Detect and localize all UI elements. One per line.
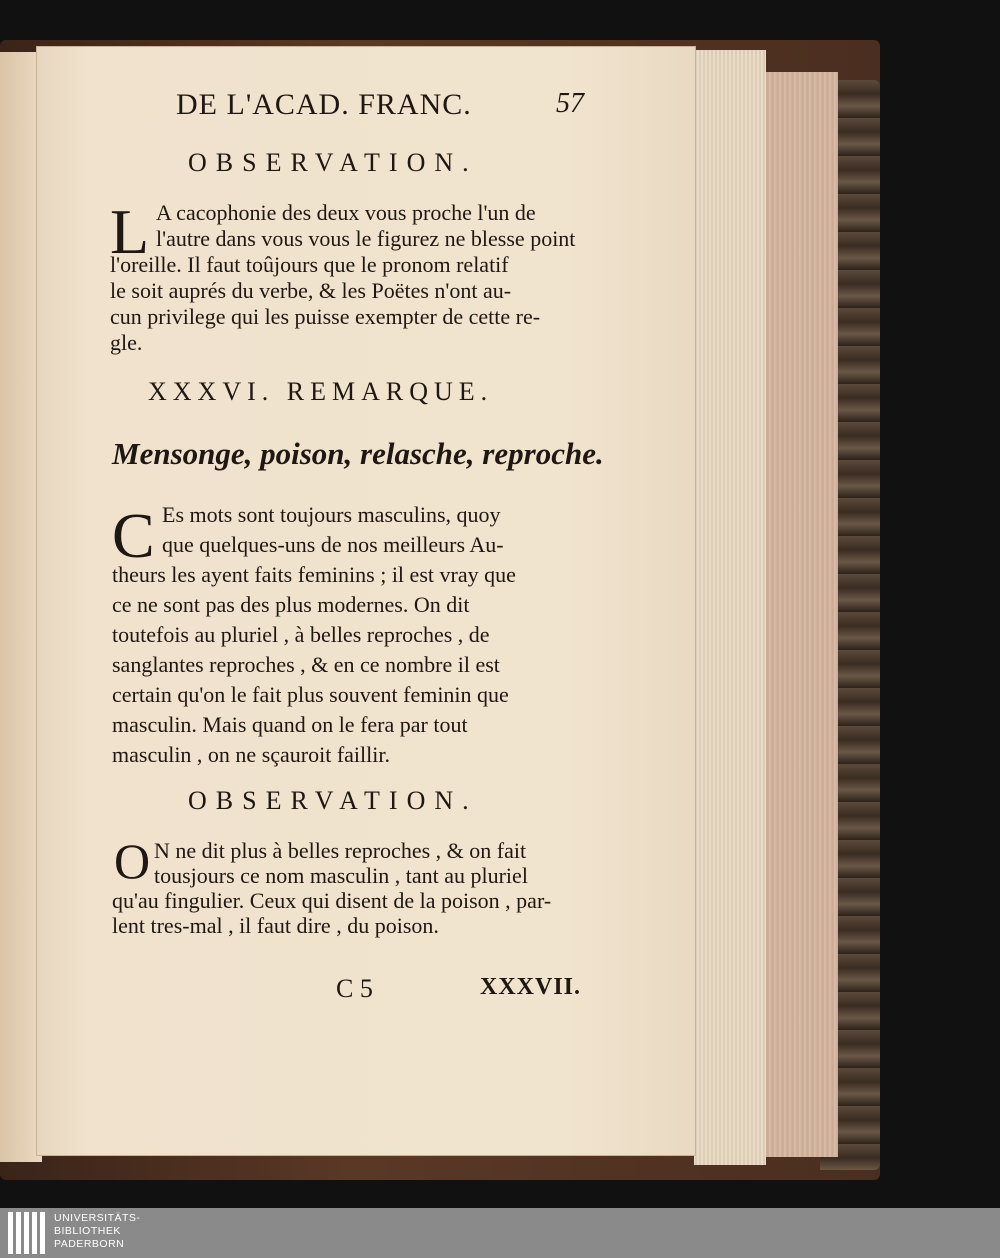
library-logo-text <box>54 1212 140 1251</box>
signature-mark: C 5 <box>336 974 373 1003</box>
remark-italic-heading: Mensonge, poison, relasche, reproche. <box>112 436 604 471</box>
observation-title-1: OBSERVATION. <box>188 148 478 177</box>
obs1-line: cun privilege qui les puisse exempter de cette re- <box>110 304 541 329</box>
obs2-line: qu'au fingulier. Ceux qui disent de la poison , par- <box>112 888 552 913</box>
logo-line-3: PADERBORN <box>54 1238 125 1250</box>
obs1-line: l'autre dans vous vous le figurez ne blesse point <box>156 226 576 251</box>
obs1-line: gle. <box>110 330 143 355</box>
page-number: 57 <box>556 88 584 119</box>
logo-line-1: UNIVERSITÄTS- <box>54 1212 141 1224</box>
remark-line: masculin. Mais quand on le fera par tout <box>112 712 468 737</box>
running-head: DE L'ACAD. FRANC. <box>176 88 472 121</box>
obs1-line: l'oreille. Il faut toûjours que le pronom relatif <box>110 252 509 277</box>
obs1-line: A cacophonie des deux vous proche l'un de <box>156 200 536 225</box>
catchword: XXXVII. <box>480 974 582 1000</box>
page-edges-back <box>760 72 838 1157</box>
remark-title: XXXVI. REMARQUE. <box>148 377 494 406</box>
remark-line: masculin , on ne sçauroit faillir. <box>112 742 390 767</box>
remark-line: sanglantes reproches , & en ce nombre il est <box>112 652 500 677</box>
library-footer <box>0 1208 1000 1258</box>
remark-line: que quelques-uns de nos meilleurs Au- <box>162 532 504 557</box>
remark-line: theurs les ayent faits feminins ; il est vray que <box>112 562 516 587</box>
obs2-line: N ne dit plus à belles reproches , & on fait <box>154 838 527 863</box>
logo-line-2: BIBLIOTHEK <box>54 1225 121 1237</box>
dropcap-o: O <box>114 833 151 889</box>
remark-line: ce ne sont pas des plus modernes. On dit <box>112 592 470 617</box>
obs2-line: lent tres-mal , il faut dire , du poison. <box>112 913 439 938</box>
remark-line: toutefois au pluriel , à belles reproches , de <box>112 622 490 647</box>
observation-title-2: OBSERVATION. <box>188 786 478 815</box>
obs2-line: tousjours ce nom masculin , tant au pluriel <box>154 863 528 888</box>
page-edges <box>694 50 766 1165</box>
remark-line: certain qu'on le fait plus souvent feminin que <box>112 682 509 707</box>
dropcap-c: C <box>112 500 155 571</box>
remark-line: Es mots sont toujours masculins, quoy <box>162 502 501 527</box>
library-logo-icon <box>8 1212 48 1254</box>
dropcap-l: L <box>110 196 150 267</box>
obs1-line: le soit auprés du verbe, & les Poëtes n'ont au- <box>110 278 512 303</box>
